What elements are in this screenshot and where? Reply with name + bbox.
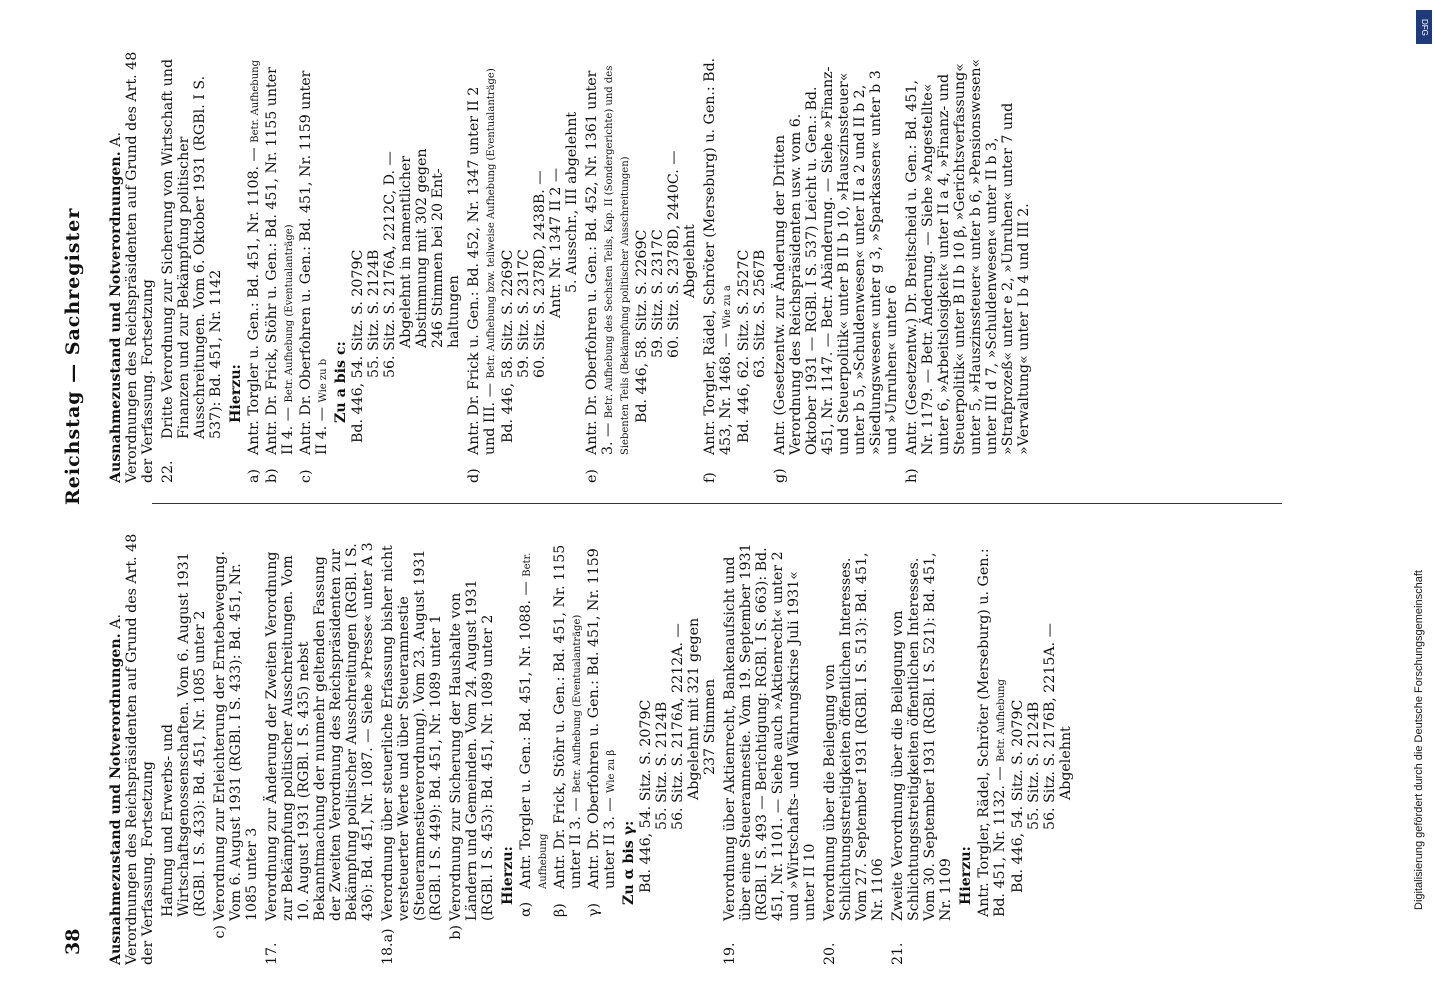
digitization-sidebar [1406, 0, 1432, 1000]
sub-text: Antr. Torgler, Rädel, Schröter (Merseburg) u. Gen.: Bd. 451, Nr. 1132. — [976, 548, 1008, 917]
continued-text: Haftung und Erwerbs- und Wirtschaftsgenossenschaften. Vom 6. August 1931 (RGBl. I S. 433): Bd. 451, Nr. 1085 unter 2 [160, 552, 208, 917]
hierzu-label: Hierzu: [500, 846, 516, 905]
sub-note: Wie zu a [722, 285, 733, 329]
sub-label: g) [772, 468, 788, 483]
session-ref: 55. Sitz. S. 2124B [366, 249, 382, 378]
entry-text: Dritte Verordnung zur Sicherung von Wirtschaft und Finanzen und zur Bekämpfung politischer Ausschreitungen. Vom 6. Oktober 1931 (RGBl. I S. 537): Bd. 451, Nr. 1142 [160, 58, 224, 439]
session-ref: Antr. Nr. 1347 II 2 — [548, 167, 564, 318]
session-ref: Bd. 446, 58. Sitz. S. 2269C [634, 229, 650, 423]
session-ref: Bd. 446, 54. Sitz. S. 2079C [350, 249, 366, 443]
session-ref: Abgelehnt [682, 224, 698, 298]
session-ref: 59. Sitz. S. 2317C [516, 249, 532, 378]
column-divider [152, 503, 1282, 504]
session-ref: 55. Sitz. S. 2124B [654, 701, 670, 830]
session-ref: 55. Sitz. S. 2124B [1026, 701, 1042, 830]
session-ref: 5. Ausschr., III abgelehnt [564, 111, 580, 293]
sub-text: Antr. Torgler, Rädel, Schröter (Merseburg) u. Gen.: Bd. 453, Nr. 1468. — [702, 57, 734, 455]
entry-number: 18.a) [380, 928, 396, 965]
session-ref: 56. Sitz. S. 2176A, 2212A. — [670, 623, 686, 830]
hierzu-label: Hierzu: [228, 364, 244, 423]
session-ref: Bd. 446, 58. Sitz. S. 2269C [500, 249, 516, 443]
sub-note: Betr. Aufhebung (Eventualanträge) [284, 224, 295, 403]
entry-text: Verordnung zur Sicherung der Haushalte von Ländern und Gemeinden. Vom 24. August 1931 (RGBl. I S. 453): Bd. 451, Nr. 1089 unter 2 [448, 579, 496, 921]
page-header [40, 35, 100, 965]
sub-note: Wie zu b [318, 358, 329, 403]
sub-note: Betr. Aufhebung [522, 552, 549, 889]
sub-note: Wie zu β [606, 749, 617, 793]
session-ref: 60. Sitz. S. 2378D, 2440C. — [666, 150, 682, 358]
session-ref: 237 Stimmen [702, 679, 718, 775]
session-ref: Abgelehnt in namentlicher [398, 155, 414, 348]
right-heading [108, 43, 156, 483]
session-ref: Abstimmung mit 302 gegen [414, 148, 430, 348]
zu-label: Zu α bis γ: [621, 820, 637, 905]
page-number: 38 [62, 928, 84, 955]
entry-number: 21. [890, 942, 906, 965]
sub-text: Antr. Torgler u. Gen.: Bd. 451, Nr. 1088. — [518, 581, 534, 889]
sub-text: Antr. Dr. Frick u. Gen.: Bd. 452, Nr. 1347 unter II 2 und III. — [466, 86, 498, 455]
entry-text: Zweite Verordnung über die Beilegung von Schlichtungsstreitigkeiten öffentlichen Interesses. Vom 30. September 1931 (RGBl. I S. 521): Bd. 451, Nr. 1109 [890, 552, 954, 921]
entry-number: 22. [160, 460, 176, 483]
session-ref: Bd. 446, 54. Sitz. S. 2079C [638, 699, 654, 893]
entry-number: 20. [822, 942, 838, 965]
left-heading [108, 525, 156, 965]
session-ref: Bd. 446, 54. Sitz. S. 2079C [1010, 699, 1026, 893]
session-ref: 246 Stimmen bei 20 Ent- [430, 168, 446, 348]
heading-bold: Ausnahmezustand und Notverordnungen. [108, 633, 124, 965]
sub-note: Betr. Aufhebung (Eventualanträge) [572, 614, 583, 793]
entry-number: 17. [264, 942, 280, 965]
sub-label: b) [264, 468, 280, 483]
heading-bold: Ausnahmezustand und Notverordnungen. [108, 151, 124, 483]
sub-label: c) [298, 469, 314, 483]
session-ref: 63. Sitz. S. 2567B [752, 249, 768, 378]
running-title: Reichstag — Sachregister [62, 207, 84, 505]
session-ref: Abgelehnt [1058, 726, 1074, 800]
sub-text: Antr. (Gesetzentw.) Dr. Breitscheid u. Gen.: Bd. 451, Nr. 1179. — Betr. Änderung. — Siehe »Angestellte« unter 6, »Arbeitslosigkeit« unter II a 4, »Finanz- und Steuerpolitik« unter B II b 10 β, »Gerichtsverfassung« unter 5, »Hauszinssteuer« unter b 6, »Pensionswesen« unter III d 7, »Schuldenwesen« unter II b 3, »Strafprozeß« unter e 2, »Unruhen« unter 7 und »Verwaltung« unter I b 4 und III 2. [904, 58, 1032, 455]
sub-text: Antr. Dr. Oberfohren u. Gen.: Bd. 451, Nr. 1159 unter II 3. — [586, 548, 618, 889]
dfg-logo: DFG [1416, 10, 1432, 44]
sub-text: Antr. Dr. Frick, Stöhr u. Gen.: Bd. 451, Nr. 1155 unter II 4. — [264, 67, 296, 455]
sub-label: α) [518, 901, 534, 917]
entry-text: Verordnung über steuerliche Erfassung bisher nicht versteuerter Werte und über Steueramnestie (Steueramnestieverordnung). Vom 23. August 1931 (RGBl. I S. 449): Bd. 451, Nr. 1089 unter 1 [380, 545, 444, 921]
sub-note: Betr. Aufhebung des Sechsten Teils, Kap. II (Sondergerichte) und des Siebenten Teils (Bekämpfung politischer Ausschreitungen) [604, 65, 631, 455]
sub-note: Betr. Aufhebung [250, 60, 261, 143]
rotated-page [40, 35, 1340, 965]
sub-text: Antr. Dr. Oberfohren u. Gen.: Bd. 452, Nr. 1361 unter 3. — [584, 70, 616, 455]
session-ref: 56. Sitz. S. 2176B, 2215A. — [1042, 623, 1058, 830]
sub-label: d) [466, 468, 482, 483]
heading-rest: A. Verordnungen des Reichspräsidenten auf Grund des Art. 48 der Verfassung. Fortsetzung [108, 51, 156, 483]
digitization-credit: Digitalisierung gefördert durch die Deutsche Forschungsgemeinschaft [1413, 570, 1425, 910]
session-ref: 59. Sitz. S. 2317C [650, 229, 666, 358]
session-ref: 56. Sitz. S. 2176A, 2212C, D. — [382, 151, 398, 378]
entry-text: Verordnung über die Beilegung von Schlichtungsstreitigkeiten öffentlichen Interesses. Vom 27. September 1931 (RGBl. I S. 513): Bd. 451, Nr. 1106 [822, 552, 886, 921]
zu-label: Zu a bis c: [333, 341, 349, 423]
entry-text: Verordnung zur Änderung der Zweiten Verordnung zur Bekämpfung politischer Ausschreitungen. Vom 10. August 1931 (RGBl. I S. 435) nebst Bekanntmachung der nunmehr geltenden Fassung der Zweiten Verordnung des Reichspräsidenten zur Bekämpfung politischer Ausschreitungen (RGBl. I S. 436): Bd. 451, Nr. 1087. — Siehe »Presse« unter A 3 [264, 542, 376, 921]
sub-label: β) [552, 903, 568, 917]
session-ref: Abgelehnt mit 321 gegen [686, 617, 702, 800]
right-column [108, 43, 1318, 483]
session-ref: Bd. 446, 62. Sitz. S. 2527C [736, 249, 752, 443]
session-ref: 60. Sitz. S. 2378D, 2438B. — [532, 170, 548, 378]
sub-label: γ) [586, 902, 602, 917]
session-ref: haltungen [446, 275, 462, 348]
sub-label: f) [702, 472, 718, 483]
sub-text: Antr. (Gesetzentw. zur Änderung der Dritten Verordnung des Reichspräsidenten usw. vom 6. Oktober 1931 — RGBl. I S. 537) Leicht u. Gen.: Bd. 451, Nr. 1147. — Betr. Abänderung. — Siehe »Finanz- und Steuerpolitik« unter B II b 10, »Hauszinssteuer« unter b 5, »Schuldenwesen« unter II a 2 und II b 2, »Siedlungswesen« unter g 3, »Sparkassen« unter b 3 und »Unruhen« unter 6 [772, 66, 900, 455]
sub-note: Betr. Aufhebung [996, 679, 1007, 762]
sub-text: Antr. Dr. Frick, Stöhr u. Gen.: Bd. 451, Nr. 1155 unter II 3. — [552, 544, 584, 889]
sub-text: Antr. Dr. Oberfohren u. Gen.: Bd. 451, Nr. 1159 unter II 4. — [298, 70, 330, 455]
sub-label: h) [904, 468, 920, 483]
hierzu-label: Hierzu: [958, 846, 974, 905]
sub-note: Betr. Aufhebung bzw. teilweise Aufhebung (Eventualanträge) [486, 68, 497, 379]
entry-label: b) [448, 925, 464, 940]
entry-label: c) [212, 925, 228, 939]
entry-text: Verordnung zur Erleichterung der Erntebewegung. Vom 6. August 1931 (RGBl. I S. 433): Bd. 451, Nr. 1085 unter 3 [212, 551, 260, 921]
sub-text: Antr. Torgler u. Gen.: Bd. 451, Nr. 1108. — [246, 147, 262, 455]
entry-text: Verordnung über Aktienrecht, Bankenaufsicht und über eine Steueramnestie. Vom 19. September 1931 (RGBl. I S. 493 — Berichtigung: RGBl. I S. 663): Bd. 451, Nr. 1101. — Siehe auch »Aktienrecht« unter 2 und »Wirtschafts- und Währungskrise Juli 1931« unter II 10 [722, 543, 818, 921]
sub-label: e) [584, 469, 600, 483]
entry-number: 19. [722, 942, 738, 965]
sub-label: a) [246, 469, 262, 483]
heading-rest: A. Verordnungen des Reichspräsidenten auf Grund des Art. 48 der Verfassung. Fortsetzung [108, 533, 156, 965]
left-column [108, 525, 1318, 965]
